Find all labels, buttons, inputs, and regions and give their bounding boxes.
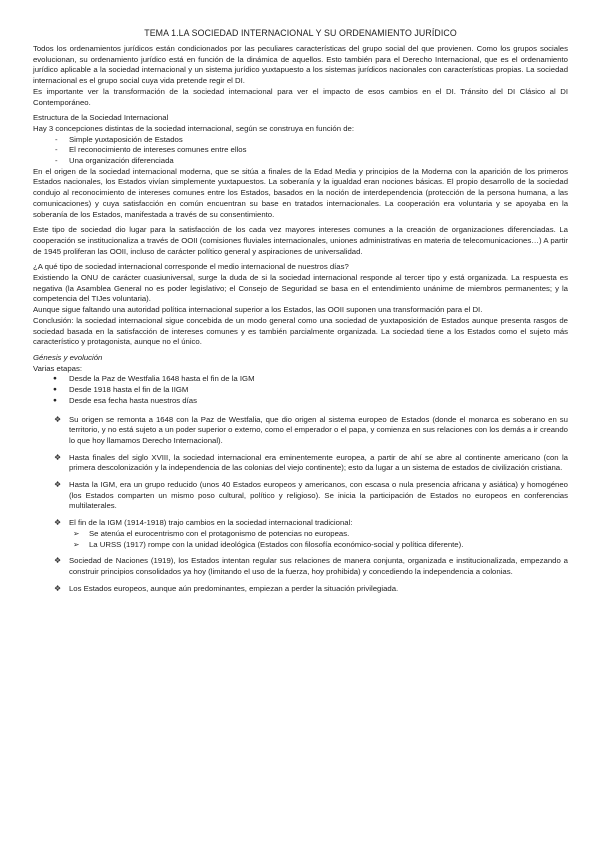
list-item: ➢ La URSS (1917) rompe con la unidad ideológica (Estados con filosofía económico-social y política diferente). [73, 539, 464, 549]
list-item: ❖ Sociedad de Naciones (1919), los Estados intentan regular sus relaciones de manera conjunta, organizada e institucionalizada, empezando a construir principios consolidados ya hoy (limitando el uso de la fuerza, hoy prohibida) y concediendo la independencia a colonias. [54, 556, 568, 576]
list-item: ● Desde 1918 hasta el fin de la IIGM [53, 385, 189, 395]
ig-fin-text: El fin de la IGM (1914-1918) trajo cambios en la sociedad internacional tradicional: [69, 518, 353, 528]
pregunta-heading: ¿A qué tipo de sociedad internacional corresponde el medio internacional de nuestros días? [33, 262, 349, 272]
ig-fin-sublist [69, 529, 568, 550]
diamond-bullet-icon: ❖ [54, 583, 62, 593]
list-item: ❖ Su origen se remonta a 1648 con la Paz de Westfalia, que dio origen al sistema europeo de Estados (donde el monarca es soberano en su territorio, y no está sujeto a un poder superior o externo, como el emperador o el papa, y comienza en sus relaciones con los demás a ir creando lo que hoy llamamos Derecho Internacional). [54, 414, 568, 445]
estructura-heading: Estructura de la Sociedad Internacional [33, 113, 169, 123]
pregunta-paragraph-2: Aunque sigue faltando una autoridad política internacional superior a los Estados, las OOII suponen una transformación para el DI. [33, 305, 483, 315]
diamond-bullet-icon: ❖ [54, 452, 62, 462]
genesis-lead: Varias etapas: [33, 363, 82, 373]
estructura-lead: Hay 3 concepciones distintas de la sociedad internacional, según se construya en función de: [33, 123, 354, 133]
intro-paragraph-2: Es importante ver la transformación de la sociedad internacional para ver el impacto de esos cambios en el DI. Tránsito del DI Clásico al DI Contemporáneo. [33, 86, 568, 107]
bullet-icon: ● [53, 386, 57, 394]
concepciones-list [33, 135, 568, 167]
list-item: - Simple yuxtaposición de Estados [55, 134, 183, 144]
list-item [33, 518, 568, 550]
etapas-list [33, 374, 568, 406]
diamond-bullet-icon: ❖ [54, 414, 62, 424]
genesis-heading: Génesis y evolución [33, 352, 103, 362]
list-item: - El reconocimiento de intereses comunes entre ellos [55, 145, 247, 155]
estructura-paragraph-2: Este tipo de sociedad dio lugar para la satisfacción de los cada vez mayores intereses comunes a la creación de organizaciones diferenciadas. La cooperación se institucionaliza a través de OOII (comisiones fluviales internacionales, uniones administrativas en materia de telecomunicaciones…) A partir de 1945 proliferan las OOII, incluso de carácter político general y aspiraciones de universalidad. [33, 225, 568, 256]
list-item: ❖ Hasta finales del siglo XVIII, la sociedad internacional era eminentemente europea, a partir de ahí se abre al continente americano (con la primera descolonización y la independencia de las colonias del viejo continente); esto da lugar a un sistema de estados de civilización cristiana. [54, 452, 568, 473]
diamond-bullet-icon: ❖ [54, 556, 62, 566]
list-item: ❖ Hasta la IGM, era un grupo reducido (unos 40 Estados europeos y americanos, con escasa o nula presencia africana y asiática) y homogéneo (los Estados comparten un mismo poso cultural, político y religioso). Se inicia la participación de Estados no europeos en conferencias multilaterales. [54, 480, 568, 511]
arrow-bullet-icon: ➢ [73, 528, 80, 538]
dash-marker: - [55, 145, 58, 155]
intro-paragraph-1: Todos los ordenamientos jurídicos están condicionados por las peculiares características del grupo social del que provienen. Como los grupos sociales evolucionan, su ordenamiento jurídico está en función de la dinámica de aquellos. Esto también para el Derecho Internacional, que es el ordenamiento jurídico aplicable a la sociedad internacional y un sistema jurídico yuxtapuesto a los sistemas jurídicos nacionales con características propias. La sociedad internacional es el grupo social cuya vida pretende regir el DI. [33, 44, 568, 86]
diamond-bullet-icon: ❖ [54, 480, 62, 490]
evolucion-list [33, 415, 568, 595]
conclusion-paragraph: Conclusión: la sociedad internacional sigue concebida de un modo general como una sociedad de yuxtaposición de Estados aunque presenta rasgos de sociedad basada en la satisfacción de intereses comunes y es también parcialmente organizada. La sociedad tiene a los Estados como el sujeto más característico y protagonista, aunque no el único. [33, 315, 568, 347]
bullet-icon: ● [53, 396, 57, 404]
pregunta-paragraph-1: Existiendo la ONU de carácter cuasiuniversal, surge la duda de si la sociedad internacional responde al tercer tipo y está organizada. La respuesta es negativa (la Asamblea General no es poder legislativo; el Consejo de Seguridad se basa en el entendimiento unánime de miembros permanentes; y la competencia del TIJes voluntaria). [33, 273, 568, 304]
diamond-bullet-icon: ❖ [54, 518, 62, 528]
list-item: - Una organización diferenciada [55, 156, 174, 166]
dash-marker: - [55, 134, 58, 144]
estructura-paragraph-1: En el origen de la sociedad internacional moderna, que se sitúa a finales de la Edad Media y principios de la Moderna con la aparición de los primeros Estados nacionales, los Estados vivían simplemente yuxtapuestos. La soberanía y la igualdad eran nociones básicas. El propio desarrollo de la sociedad condujo al reconocimiento de intereses comunes entre los Estados, basados en la noción de interdependencia (protección de la persona humana, a las comunicaciones) y cuya satisfacción en común encuentran su base en tratados internacionales. La cooperación era voluntaria y se apoyaba en la soberanía de los Estados, manifestada a través de su consentimiento. [33, 166, 568, 219]
arrow-bullet-icon: ➢ [73, 539, 80, 549]
page-title: TEMA 1.LA SOCIEDAD INTERNACIONAL Y SU ORDENAMIENTO JURÍDICO [144, 28, 457, 38]
dash-marker: - [55, 156, 58, 166]
list-item: ● Desde esa fecha hasta nuestros días [53, 395, 197, 405]
list-item: ➢ Se atenúa el eurocentrismo con el protagonismo de potencias no europeas. [73, 528, 350, 538]
bullet-icon: ● [53, 375, 57, 383]
list-item: ● Desde la Paz de Westfalia 1648 hasta el fin de la IGM [53, 374, 255, 384]
list-item: ❖ Los Estados europeos, aunque aún predominantes, empiezan a perder la situación privilegiada. [54, 583, 399, 593]
